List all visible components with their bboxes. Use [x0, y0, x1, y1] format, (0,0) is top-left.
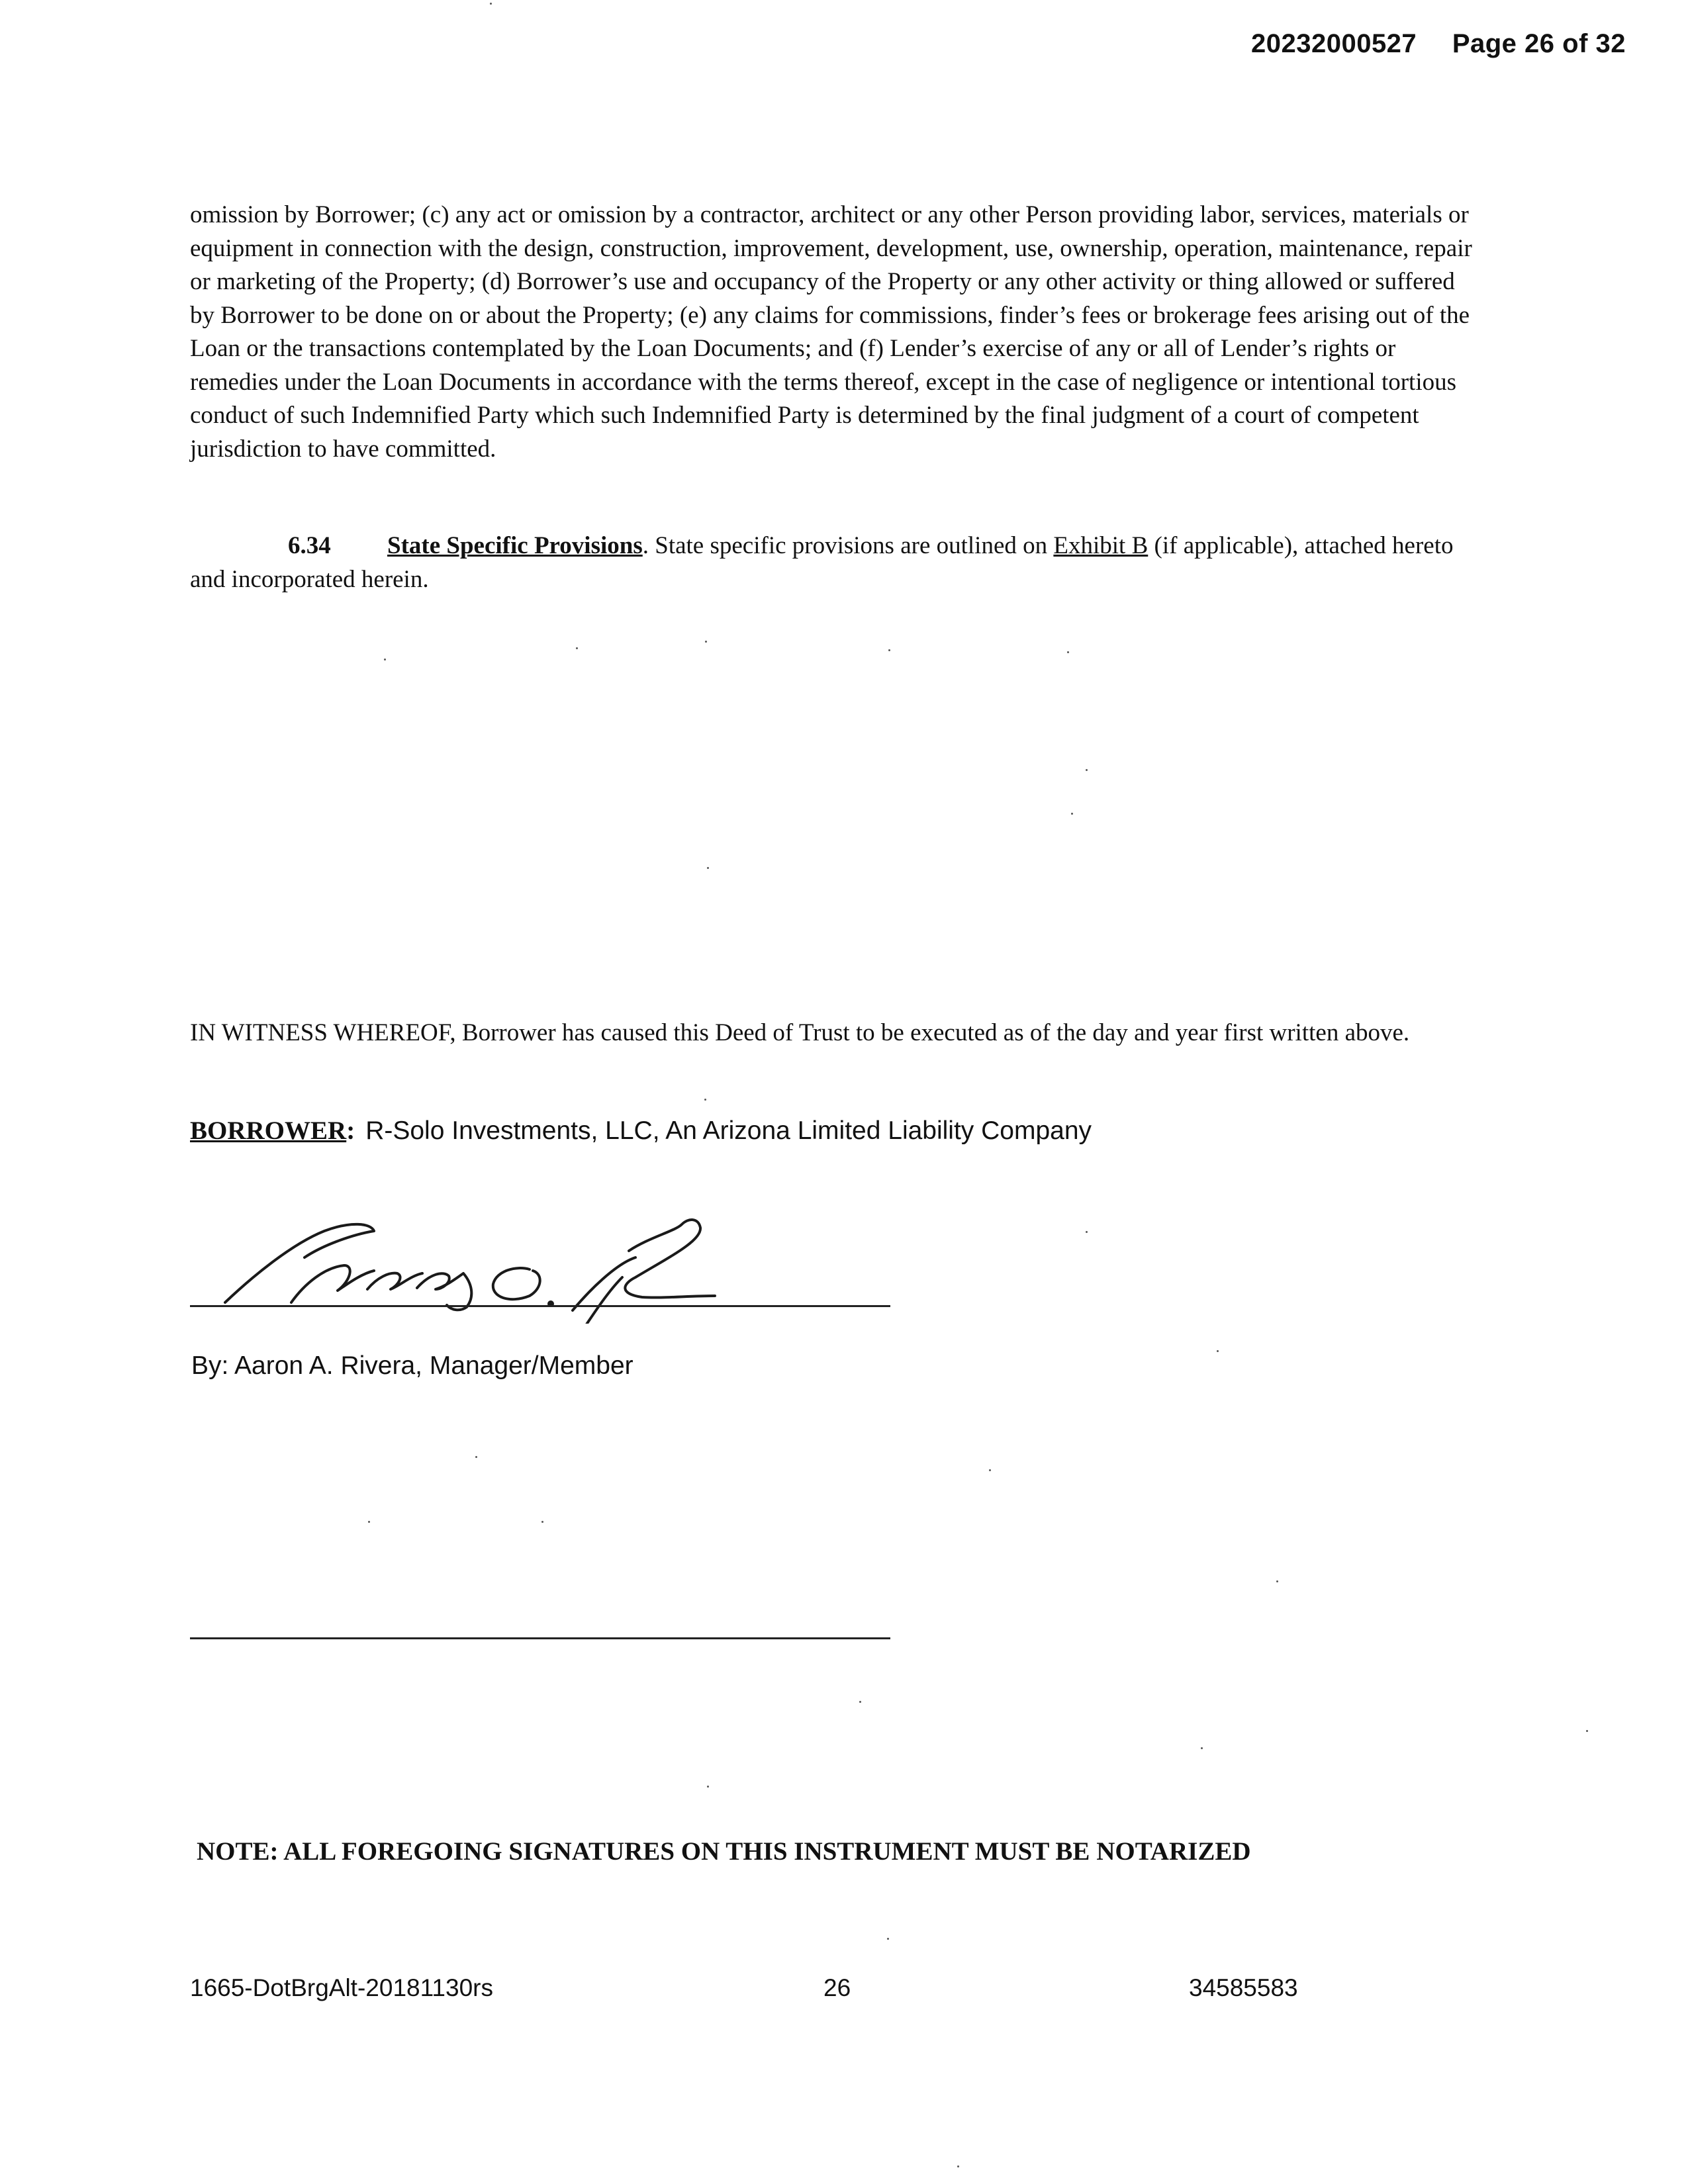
scan-speck	[541, 1521, 543, 1523]
page-label: Page 26 of 32	[1452, 29, 1626, 58]
scan-speck	[1086, 1231, 1088, 1233]
footer-doc-code: 1665-DotBrgAlt-20181130rs	[190, 1974, 493, 2001]
scan-speck	[957, 2165, 959, 2167]
scan-speck	[1217, 1350, 1219, 1352]
scan-speck	[707, 1786, 709, 1788]
document-header	[1251, 29, 1626, 59]
blank-signature-line	[190, 1637, 890, 1639]
scan-speck	[1201, 1747, 1203, 1749]
scan-speck	[368, 1521, 370, 1523]
signature-line	[190, 1305, 890, 1307]
section-heading: State Specific Provisions	[387, 532, 643, 559]
exhibit-b-reference: Exhibit B	[1053, 532, 1149, 559]
scan-speck	[1586, 1730, 1588, 1732]
scan-speck	[1276, 1580, 1278, 1582]
footer-page-number: 26	[823, 1974, 851, 2001]
section-6-34-paragraph	[190, 529, 1481, 596]
witness-paragraph: IN WITNESS WHEREOF, Borrower has caused this Deed of Trust to be executed as of the day and year first written above.	[190, 1019, 1410, 1046]
scan-speck	[888, 649, 890, 651]
footer-loan-number: 34585583	[1189, 1974, 1298, 2001]
document-number: 20232000527	[1250, 29, 1417, 58]
scan-speck	[576, 647, 578, 649]
borrower-label: BORROWER	[190, 1116, 347, 1145]
signatory-by-line: By: Aaron A. Rivera, Manager/Member	[191, 1351, 633, 1380]
borrower-label-colon: :	[346, 1116, 355, 1145]
scan-speck	[490, 3, 492, 5]
scan-speck	[989, 1469, 991, 1471]
scan-speck	[475, 1456, 477, 1458]
scan-speck	[704, 1099, 706, 1101]
scan-speck	[707, 867, 709, 869]
scan-speck	[859, 1701, 861, 1703]
scan-speck	[887, 1938, 889, 1940]
borrower-name: R-Solo Investments, LLC, An Arizona Limited Liability Company	[365, 1116, 1092, 1145]
scan-speck	[1067, 651, 1069, 653]
scan-speck	[705, 641, 707, 643]
scan-speck	[1071, 813, 1073, 815]
notarization-note: NOTE: ALL FOREGOING SIGNATURES ON THIS INSTRUMENT MUST BE NOTARIZED	[197, 1837, 1251, 1866]
section-text-after: (if applicable), attached hereto and incorporated herein.	[190, 532, 1454, 593]
section-number: 6.34	[288, 532, 331, 559]
section-text-before: . State specific provisions are outlined on	[642, 532, 1054, 559]
indemnity-paragraph: omission by Borrower; (c) any act or omission by a contractor, architect or any other Person providing labor, services, materials or equipment in connection with the design, construction, improvement, development, use, ownership, operation, maintenance, repair or marketing of the Property; (d) Borrower’s use and occupancy of the Property or any other activity or thing allowed or suffered by Borrower to be done on or about the Property; (e) any claims for commissions, finder’s fees or brokerage fees arising out of the Loan or the transactions contemplated by the Loan Documents; and (f) Lender’s exercise of any or all of Lender’s rights or remedies under the Loan Documents in accordance with the terms thereof, except in the case of negligence or intentional tortious conduct of such Indemnified Party which such Indemnified Party is determined by the final judgment of a court of competent jurisdiction to have committed.	[190, 201, 1472, 463]
scan-speck	[384, 659, 386, 660]
scan-speck	[1086, 769, 1088, 771]
borrower-line	[190, 1116, 1092, 1146]
